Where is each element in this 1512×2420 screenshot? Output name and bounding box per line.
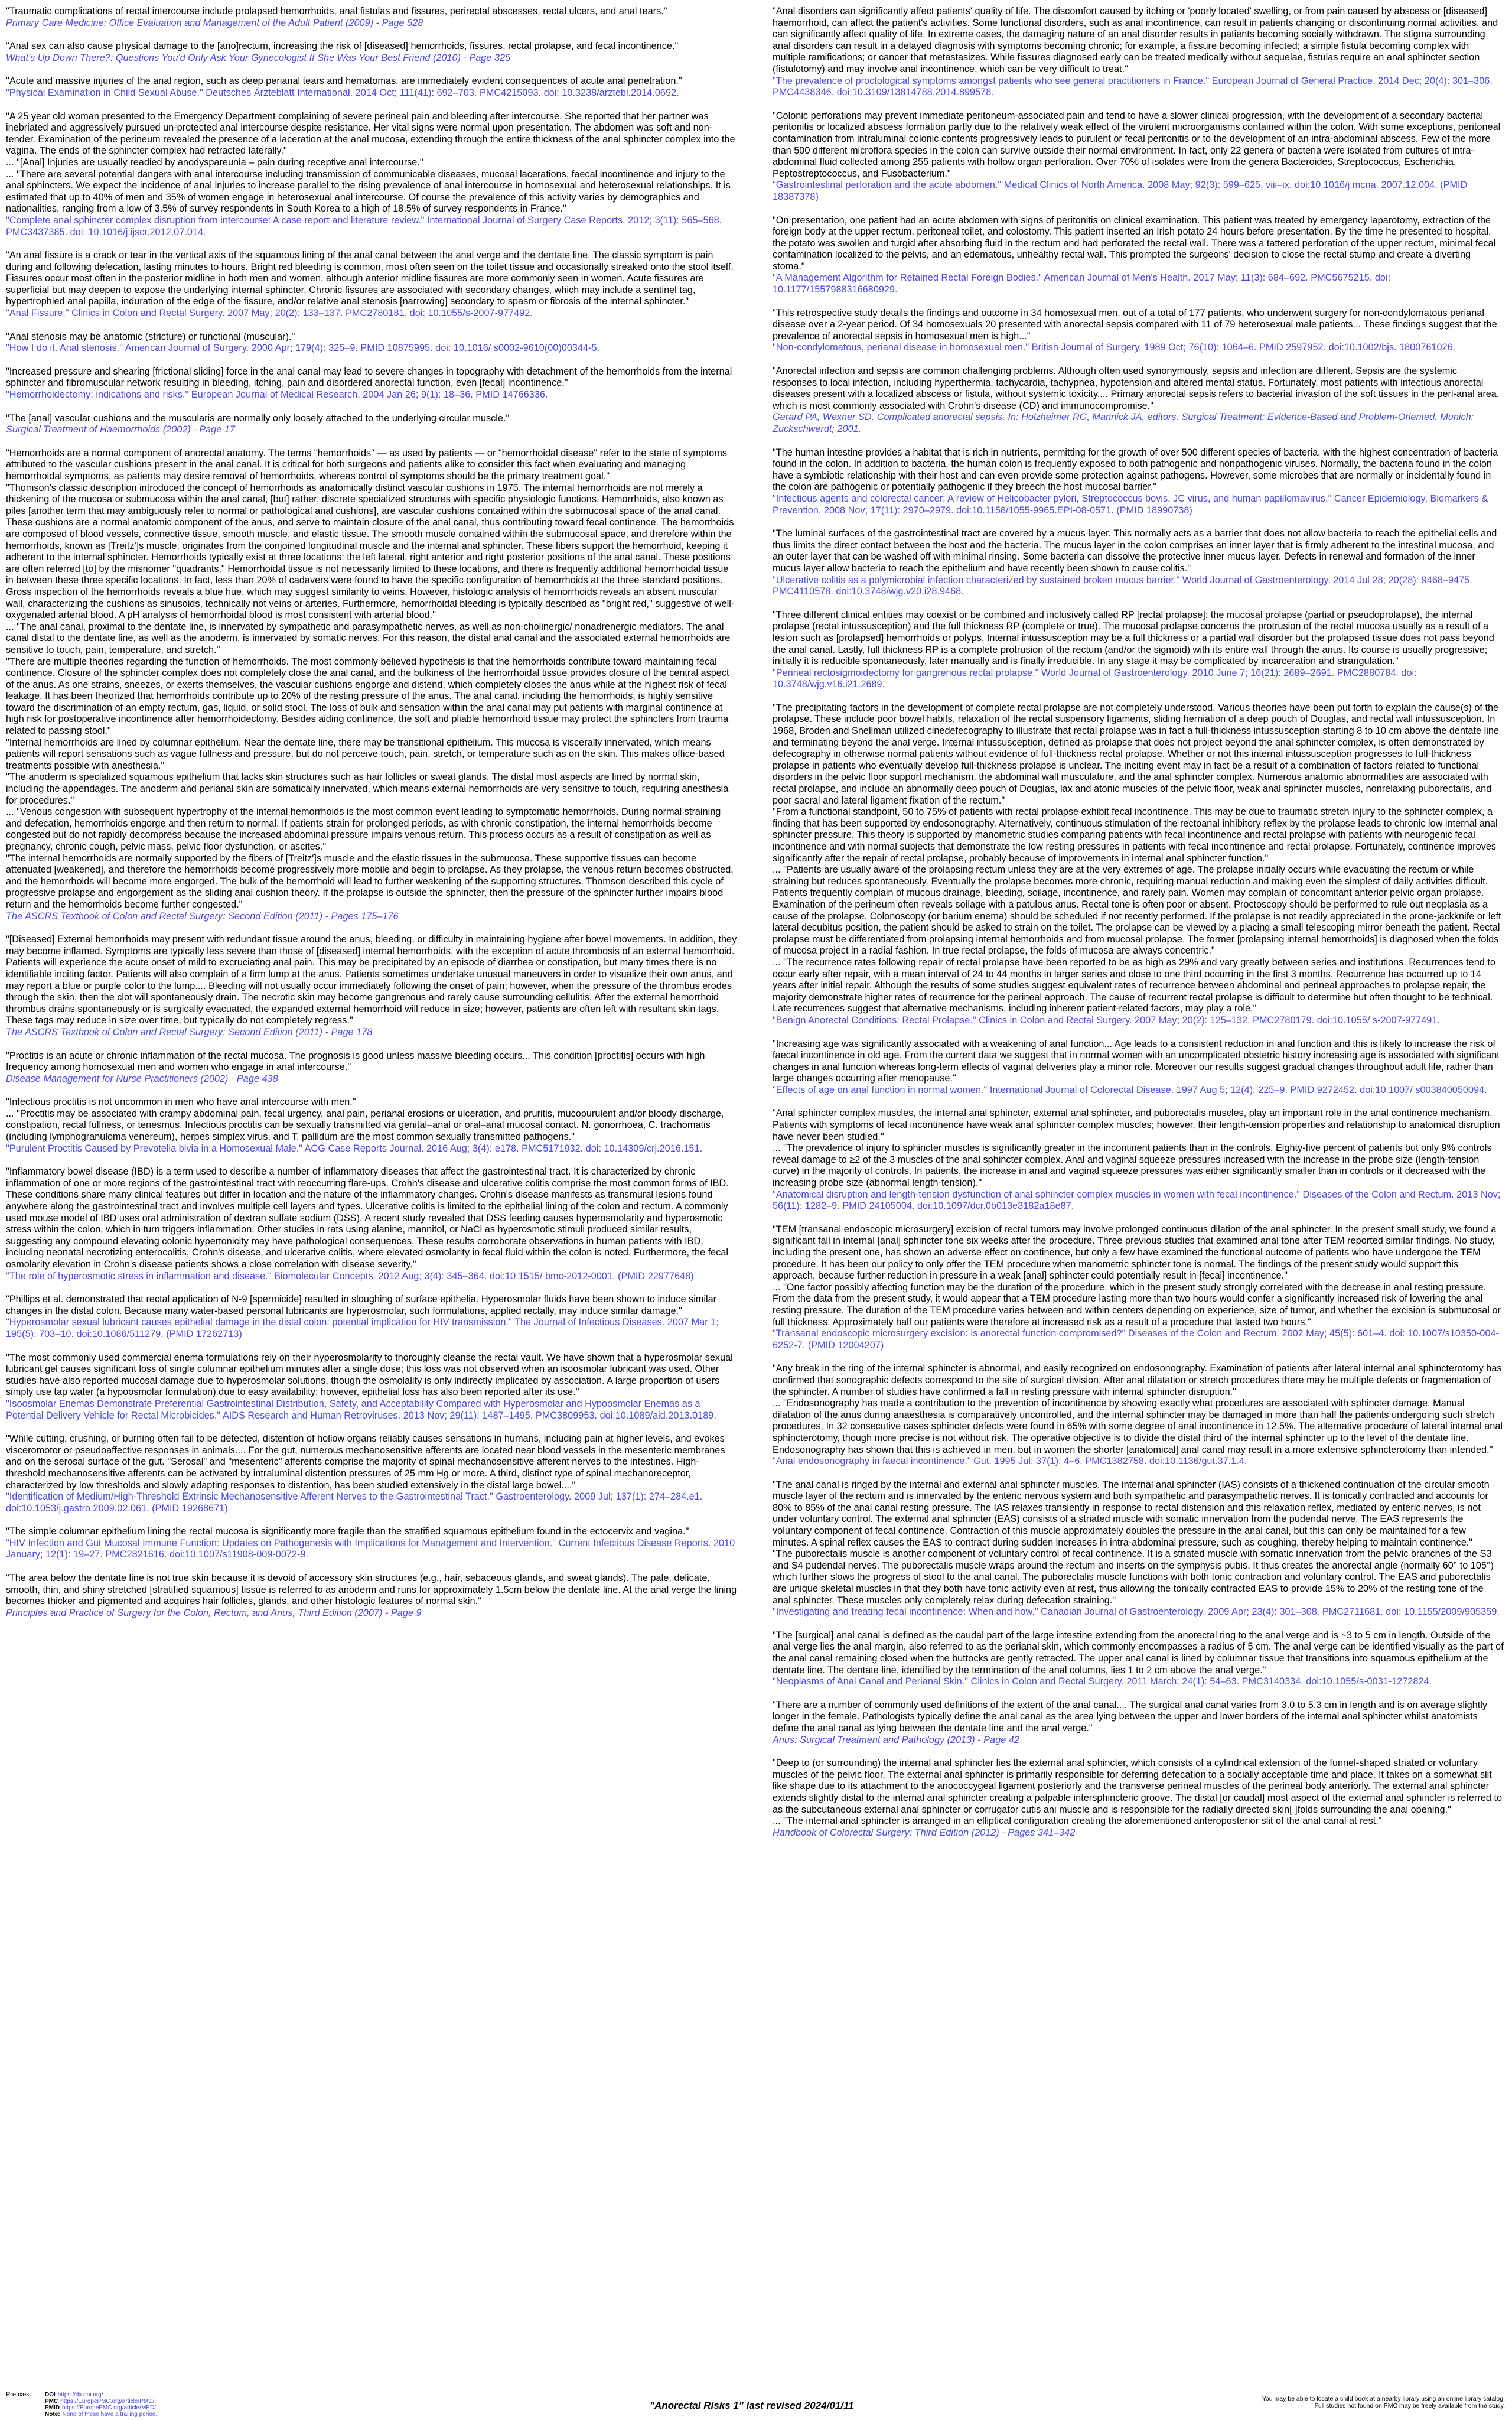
citation-link[interactable]: Gerard PA, Wexner SD. Complicated anorectal sepsis. In: Holzheimer RG, Mannick JA, editors. Surgical Treatment: Evidence-Based and Problem-Oriented. Munich: Zuckschwerdt; 2001. bbox=[773, 412, 1474, 434]
quote-text: "On presentation, one patient had an acute abdomen with signs of peritonitis on clinical examination. This patient was treated by emergency laparotomy, extraction of the foreign body at the upper rectum, peritoneal toilet, and colostomy. This patient inserted an Irish potato 24 hours before presentation. By the time he presented to hospital, the potato was swollen and turgid after absorbing fluid in the rectum and had perforated the rectal wall. There was a tattered perforation of the upper rectum, minimal fecal contamination localized to the pelvis, and an edematous, unhealthy rectal wall. This prompted the surgeons' decision to close the rectal stump and create a diverting stoma." bbox=[773, 214, 1498, 272]
citation-link[interactable]: "Effects of age on anal function in normal women." International Journal of Colorectal Disease. 1997 Aug 5; 12(4): 225–9. PMID 9272452. doi:10.1007/ s003840050094. bbox=[773, 1084, 1487, 1095]
citation-link[interactable]: "Investigating and treating fecal incontinence: When and how." Canadian Journal of Gastroenterology. 2009 Apr; 23(4): 301–308. PMC2711681. doi: 10.1155/2009/905359. bbox=[773, 1606, 1500, 1618]
quote-entry bbox=[773, 1700, 1504, 1746]
citation-link[interactable]: "A Management Algorithm for Retained Rectal Foreign Bodies." American Journal of Men's Health. 2017 May; 11(3): 684–692. PMC5675215. doi: 10.1177/1557988316680929. bbox=[773, 272, 1391, 295]
citation-link[interactable]: "Transanal endoscopic microsurgery excision: is anorectal function compromised?" Diseases of the Colon and Rectum. 2002 May; 45(5): 601–4. doi: 10.1007/s10350-004-6252-7. (PMID 12004207) bbox=[773, 1328, 1500, 1351]
quote-entry bbox=[6, 1050, 737, 1085]
prefixes-label: Prefixes: bbox=[6, 2391, 31, 2398]
citation-link[interactable]: "Isoosmolar Enemas Demonstrate Preferential Gastrointestinal Distribution, Safety, and Acceptability Compared with Hyperosmolar and Hypoosmolar Enemas as a Potential Delivery Vehicle for Rectal Microbicides." AIDS Research and Human Retroviruses. 2013 Nov; 29(11): 1487–1495. PMC3809953. doi:10.1089/aid.2013.0189. bbox=[6, 1398, 716, 1421]
quote-text: "Anorectal infection and sepsis are common challenging problems. Although often used synonymously, sepsis and infection are different. Sepsis are the systemic responses to local infection, including hyperthermia, tachycardia, tachypnea, hypotension and altered mental status. Fortunately, most patients with infectious anorectal diseases present with a localized abscess or fistula, without systemic toxicity.... Primary anorectal sepsis refers to bacterial invasion of the soft tissues in the peri-anal area, which is most commonly associated with Crohn's disease (CD) and immunocompromise." bbox=[773, 366, 1502, 411]
citation-link[interactable]: The ASCRS Textbook of Colon and Rectal Surgery: Second Edition (2011) - Pages 175–176 bbox=[6, 910, 399, 922]
quote-entry bbox=[6, 111, 737, 239]
quote-text: "TEM [transanal endoscopic microsurgery] excision of rectal tumors may involve prolonged continuous dilation of the anal sphincter. In the present small study, we found a significant fall in internal [anal] sphincter tone six weeks after the procedure. Three previous studies that examined anal tone after TEM reported similar findings. No study, including the present one, has shown an adverse effect on continence, but only a few have examined the functional outcome of patients who have undergone the TEM procedure. It has been our policy to only offer the TEM procedure when manometric sphincter tone is normal. The findings of the present study would support this approach, because further reduction in pressure in a weak [anal] sphincter could potentially result in [fecal] incontinence." ... "One factor possibly affecting function may be the duration of the procedure, which in the present study strongly correlated with the decrease in anal resting pressure. From the data from the present study, it would appear that a TEM procedure lasting more than two hours would confer a significantly increased risk of lowering the anal resting pressure. The duration of the TEM procedure varies between and within centers depending on experience, size of tumor, and whether the excision is submucosal or full thickness. Approximately half our patients were therefore at increased risk as a result of a procedure that lasted two hours." bbox=[773, 1224, 1501, 1328]
prefix-key: Note: bbox=[45, 2411, 60, 2418]
citation-link[interactable]: "Anal endosonography in faecal incontinence." Gut. 1995 Jul; 37(1): 4–6. PMC1382758. doi:10.1136/gut.37.1.4. bbox=[773, 1456, 1247, 1467]
quote-entry bbox=[773, 1758, 1504, 1839]
citation-link[interactable]: "The prevalence of proctological symptoms amongst patients who see general practitioners in France." European Journal of General Practice. 2014 Dec; 20(4): 301–306. PMC4438346. doi:10.3109/13814788.2014.899578. bbox=[773, 75, 1493, 98]
quote-entry bbox=[6, 366, 737, 401]
citation-link[interactable]: "Hyperosmolar sexual lubricant causes epithelial damage in the distal colon: potential implication for HIV transmission." The Journal of Infectious Diseases. 2007 Mar 1; 195(5): 703–10. doi:10.1086/511279. (PMID 17262713) bbox=[6, 1317, 719, 1339]
citation-link[interactable]: "Perineal rectosigmoidectomy for gangrenous rectal prolapse." World Journal of Gastroenterology. 2010 June 7; 16(21): 2689–2691. PMC2880784. doi: 10.3748/wjg.v16.i21.2689. bbox=[773, 667, 1417, 690]
prefix-row bbox=[45, 2398, 222, 2405]
prefix-key: PMC bbox=[45, 2398, 58, 2405]
citation-link[interactable]: The ASCRS Textbook of Colon and Rectal Surgery: Second Edition (2011) - Page 178 bbox=[6, 1026, 373, 1037]
quote-text: "The anal canal is ringed by the internal and external anal sphincter muscles. The internal anal sphincter (IAS) consists of a thickened continuation of the circular smooth muscle layer of the rectum and is innervated by the enteric nervous system and both sympathetic and parasympathetic nerves. It is tonically contracted and accounts for 80% to 85% of the anal canal resting pressure. The IAS relaxes transiently in response to rectal distension and this relaxation reflex, mediated by enteric nerves, is not under voluntary control. The external anal sphincter (EAS) consists of a striated muscle with somatic innervation from the pudendal nerve. The EAS represents the voluntary component of fecal continence. Contraction of this muscle approximately doubles the pressure in the anal canal, but this can only be maintained for a few minutes. A spinal reflex causes the EAS to contract during sudden increases in intra-abdominal pressure, such as coughing, thereby helping to maintain continence." "The puborectalis muscle is another component of voluntary control of fecal continence. It is a striated muscle with somatic innervation from the pelvic branches of the S3 and S4 pudendal nerves. The puborectalis muscle wraps around the rectum and inserts on the symphysis pubis. It thus creates the anorectal angle (normally 60° to 105°) which further slows the progress of stool to the anal canal. The puborectalis muscle functions with both tonic contraction and voluntary control. The EAS and puborectalis are unique skeletal muscles in that they both have tonic activity even at rest, thus allowing the tonically contracted EAS to provide 15% to 20% of the resting tone of the anal sphincter. These muscles only completely relax during defecation straining." bbox=[773, 1479, 1494, 1606]
quote-text: "Anal stenosis may be anatomic (stricture) or functional (muscular)." bbox=[6, 331, 295, 342]
quote-entry bbox=[6, 1097, 737, 1154]
quote-entry bbox=[6, 1166, 737, 1282]
quote-text: "Three different clinical entities may coexist or be combined and inclusively called RP [rectal prolapse]: the mucosal prolapse (partial or pseudoprolapse), the internal prolapse (rectal intussusception) and the full thickness RP (complete or true). The mucosal prolapse concerns the protrusion of the rectal mucosa usually as a result of a lesion such as [prolapsed] hemorrhoids or polyps. Internal intussusception may be a full thickness or a partial wall disorder but the prolapsed tissue does not pass beyond the anal canal. Lastly, full thickness RP is a complete protrusion of the rectum (and/or the sigmoid) with its entire wall through the anus. Its course is usually progressive; initially it is reducible spontaneously, later manually and is finally irreducible. In any stage it may be complicated by incarceration and strangulation." bbox=[773, 609, 1497, 667]
citation-link[interactable]: "Hemorrhoidectomy: indications and risks." European Journal of Medical Research. 2004 Jan 26; 9(1): 18–36. PMID 14766336. bbox=[6, 389, 548, 401]
quote-entry bbox=[773, 1108, 1504, 1212]
quote-text: "Anal disorders can significantly affect patients' quality of life. The discomfort caused by itching or 'poorly located' swelling, or from pain caused by abscess or [diseased] haemorrhoid, can affect the patient's activities. Some functional disorders, such as anal incontinence, can result in patients changing or discontinuing normal activities, and can significantly affect quality of life. In extreme cases, the damaging nature of an anal disorder results in patients becoming socially withdrawn. The stigma surrounding anal disorders can result in a delayed diagnosis with symptoms becoming chronic; for example, a fissure becoming infected; a simple fistula becoming complex with multiple ramifications; or cancer that metastasizes. While fissures diagnosed early can be treated medically without sequelae, fistulas require an anal sphincter section (fistulotomy) and may involve anal incontinence, which can be very difficult to treat." bbox=[773, 6, 1501, 74]
quote-entry bbox=[6, 1294, 737, 1340]
quote-text: "An anal fissure is a crack or tear in the vertical axis of the squamous lining of the anal canal between the anal verge and the dentate line. The classic symptom is pain during and following defecation, lasting minutes to hours. Bright red bleeding is common, most often seen on the toilet tissue and occasionally streaked onto the stool itself. Fissures occur most often in the posterior midline in both men and women, although anterior midline fissures are more commonly seen in women. Acute fissures are superficial but may deepen to expose the underlying internal sphincter. Chronic fissures are associated with secondary changes, which may include a sentinel tag, hypertrophied anal papilla, induration of the edge of the fissure, and/or relative anal stenosis [narrowing] secondary to spasm or fibrosis of the internal sphincter." bbox=[6, 250, 737, 307]
quote-text: "Any break in the ring of the internal sphincter is abnormal, and easily recognized on endosonography. Examination of patients after lateral internal anal sphincterotomy has confirmed that sonographic defects correspond to the site of surgical division. After anal dilatation or stretch procedures there may be multiple defects or fragmentation of the sphincter. A number of studies have confirmed a fall in resting pressure with internal sphincter disruption." ... "Endosonography has made a contribution to the prevention of incontinence by showing exactly what procedures are associated with sphincter damage. Manual dilatation of the anus during anaesthesia is comparatively uncontrolled, and the internal sphincter may be damaged in more than half the patients undergoing such stretch procedures. In 32 consecutive cases sphincter defects were found in 65% with some degree of anal incontinence in 12.5%. The alternative procedure of lateral internal anal sphincterotomy, though more precise is not without risk. The operative objective is to divide the distal third of the internal sphincter up to the level of the dentate line. Endosonography has shown that this is achieved in men, but in women the shorter [anatomical] anal canal may result in a more extensive sphincterotomy than intended." bbox=[773, 1363, 1503, 1455]
quote-entry bbox=[6, 1573, 737, 1619]
citation-link[interactable]: "Gastrointestinal perforation and the acute abdomen." Medical Clinics of North America. 2008 May; 92(3): 599–625, viii–ix. doi:10.1016/j.mcna. 2007.12.004. (PMID 18387378) bbox=[773, 180, 1468, 202]
quote-entry bbox=[773, 215, 1504, 296]
citation-link[interactable]: Surgical Treatment of Haemorrhoids (2002) - Page 17 bbox=[6, 424, 235, 435]
quote-text: "The luminal surfaces of the gastrointestinal tract are covered by a mucus layer. This normally acts as a barrier that does not allow bacteria to reach the epithelial cells and thus limits the direct contact between the host and the bacteria. The mucus layer in the colon comprises an inner layer that is firmly adherent to the intestinal mucosa, and an outer layer that can be washed off with minimal rinsing. Some bacteria can dissolve the protective inner mucus layer. Defects in renewal and formation of the inner mucus layer allow bacteria to reach the epithelium and have recently been shown to cause colitis." bbox=[773, 528, 1500, 574]
prefix-url[interactable]: https://dx.doi.org/ bbox=[57, 2392, 103, 2398]
citation-link[interactable]: "The role of hyperosmotic stress in inflammation and disease." Biomolecular Concepts. 2012 Aug; 3(4): 345–364. doi:10.1515/ bmc-2012-0001. (PMID 22977648) bbox=[6, 1270, 694, 1281]
quote-entry bbox=[773, 447, 1504, 517]
quote-text: "Phillips et al. demonstrated that rectal application of N-9 [spermicide] resulted in sloughing of surface epithelia. Hyperosmolar fluids have been shown to induce similar changes in the distal colon. Because many water-based personal lubricants are hyperosmolar, such formulations, applied rectally, may induce similar damage." bbox=[6, 1294, 719, 1316]
quote-entry bbox=[773, 110, 1504, 203]
citation-link[interactable]: "How I do it. Anal stenosis." American Journal of Surgery. 2000 Apr; 179(4): 325–9. PMID 10875995. doi: 10.1016/ s0002-9610(00)00344-5. bbox=[6, 343, 600, 354]
quote-entry bbox=[773, 6, 1504, 99]
right-column bbox=[773, 6, 1507, 1850]
citation-link[interactable]: "Identification of Medium/High-Threshold Extrinsic Mechanosensitive Afferent Nerves to the Gastrointestinal Tract." Gastroenterology. 2009 Jul; 137(1): 274–284.e1. doi:10.1053/j.gastro.2009.02.061. (PMID 19268671) bbox=[6, 1491, 703, 1514]
prefix-row bbox=[45, 2392, 222, 2398]
quote-entry bbox=[6, 934, 737, 1038]
quote-text: "The human intestine provides a habitat that is rich in nutrients, permitting for the growth of over 500 different species of bacteria, with the highest concentration of bacteria found in the colon. In addition to bacteria, the human colon is frequently exposed to both pathogenic and nonpathogenic viruses. Normally, the bacteria found in the colon have a symbiotic relationship with their host and can even provide some protection against pathogens. However, some microbes that are normally or incidentally found in the colon are pathogenic or potentially pathogenic if they breech the host mucosal barrier." bbox=[773, 447, 1501, 493]
quote-text: "There are a number of commonly used definitions of the extent of the anal canal.... The surgical anal canal varies from 3.0 to 5.3 cm in length and is on average slightly longer in the female. Pathologists typically define the anal canal as the area lying between the upper and lower borders of the internal anal sphincter whilst anatomists define the anal canal as lying between the dentate line and the anal verge." bbox=[773, 1699, 1490, 1733]
quote-text: "The simple columnar epithelium lining the rectal mucosa is significantly more fragile than the stratified squamous epithelium found in the ectocervix and vagina." bbox=[6, 1526, 689, 1537]
quote-entry bbox=[6, 1526, 737, 1561]
quote-text: "Increased pressure and shearing [frictional sliding] force in the anal canal may lead to severe changes in topography with detachment of the hemorrhoids from the internal sphincter and fibromuscular network resulting in bleeding, itching, pain and disordered anorectal function, even [fecal] incontinence." bbox=[6, 366, 735, 389]
quote-text: "A 25 year old woman presented to the Emergency Department complaining of severe perineal pain and bleeding after intercourse. She reported that her partner was inebriated and aggressively pursued un-protected anal intercourse despite resistance. Her vital signs were normal upon presentation. The abdomen was soft and non-tender. Examination of the perineum revealed the presence of a laceration at the anal mucosa, extending through the entire thickness of the anal sphincter complex into the vagina. The ends of the sphincter complex had retracted laterally." ... "[Anal] Injuries are usually readied by anodyspareunia – pain during receptive anal intercourse." ... "There are several potential dangers with anal intercourse including transmission of communicable diseases, mucosal lacerations, faecal incontinence and injury to the anal sphincters. We expect the incidence of anal injuries to increase parallel to the rising prevalence of anal intercourse in homosexual and heterosexual relationships. It is estimated that up to 40% of men and 35% of women engage in heterosexual anal intercourse. Of course the prevalence of this activity varies by demographics and nationalities, ranging from a low of 3.5% of survey respondents in South Korea to a high of 18.5% of survey respondents in France." bbox=[6, 110, 735, 214]
prefix-key: DOI bbox=[45, 2392, 56, 2398]
quote-entry bbox=[773, 702, 1504, 1027]
quote-text: "The area below the dentate line is not true skin because it is devoid of accessory skin structures (e.g., hair, sebaceous glands, and sweat glands). The pale, delicate, smooth, thin, and shiny stretched [stratified squamous] tissue is referred to as anoderm and runs for approximately 1.5cm below the dentate line. At the anal verge the lining becomes thicker and pigmented and acquires hair follicles, glands, and other histologic features of normal skin." bbox=[6, 1573, 739, 1607]
footer bbox=[0, 2392, 1512, 2420]
library-note bbox=[1198, 2395, 1505, 2409]
quote-text: "Traumatic complications of rectal intercourse include prolapsed hemorrhoids, anal fistulas and fissures, perirectal abscesses, rectal ulcers, and anal tears." bbox=[6, 6, 667, 17]
library-note-line: Full studies not found on PMC may be freely available from the study. bbox=[1314, 2402, 1505, 2409]
quote-text: "The most commonly used commercial enema formulations rely on their hyperosmolarity to thoroughly cleanse the rectal vault. We have shown that a hyperosmolar sexual lubricant gel causes significant loss of single columnar epithelium minutes after a single dose; this loss was not observed when an isoosmolar lubricant was used. Other studies have also reported mucosal damage due to hyperosmolar solutions, though the osmolality is only indirectly implicated by association. A large proportion of users simply use tap water (a hypoosmolar formulation) due to easy availability; however, epithelial loss has also been reported after its use." bbox=[6, 1352, 736, 1398]
quote-entry bbox=[773, 366, 1504, 435]
citation-link[interactable]: "Non-condylomatous, perianal disease in homosexual men." British Journal of Surgery. 1989 Oct; 76(10): 1064–6. PMID 2597952. doi:10.1002/bjs. 1800761026. bbox=[773, 342, 1456, 353]
quote-entry bbox=[6, 76, 737, 99]
citation-link[interactable]: Primary Care Medicine: Office Evaluation and Management of the Adult Patient (2009) - Page 528 bbox=[6, 17, 423, 28]
quote-entry bbox=[6, 1352, 737, 1422]
quote-text: "Inflammatory bowel disease (IBD) is a term used to describe a number of inflammatory diseases that affect the gastrointestinal tract. It is characterized by chronic inflammation of one or more regions of the gastrointestinal tract with reoccurring flare-ups. Crohn's disease and ulcerative colitis comprise the most common forms of IBD. These conditions share many clinical features but differ in location and the nature of the inflammatory changes. Crohn's disease manifests as transmural lesions found anywhere along the gastrointestinal tract and involves multiple cell layers and types. Ulcerative colitis is limited to the epithelial lining of the colon and rectum. A commonly used mouse model of IBD uses oral administration of dextran sulfate sodium (DSS). A recent study revealed that DSS feeding causes hyperosmolarity and hyperosmotic stress within the colon, which in turn triggers inflammation. Other studies in rats using alanine, mannitol, or NaCl as hyperosmotic stimuli produced similar results, suggesting any compound elevating colonic hypertonicity may have pathological consequences. These results corroborate observations in human patients with IBD, including neonatal necrotizing enterocolitis, Crohn's disease, and ulcerative colitis, where elevated osmolarity in fecal fluid within the colon is noted. Furthermore, the fecal osmolarity elevation in Crohn's disease patients shows a close correlation with disease severity." bbox=[6, 1166, 732, 1270]
citation-link[interactable]: Handbook of Colorectal Surgery: Third Edition (2012) - Pages 341–342 bbox=[773, 1827, 1076, 1838]
quote-text: "Anal sphincter complex muscles, the internal anal sphincter, external anal sphincter, and puborectalis muscles, play an important role in the anal continence mechanism. Patients with symptoms of fecal incontinence have weak anal sphincter complex muscles; however, their length-tension properties and relationship to anatomical disruption have never been studied." ... "The prevalence of injury to sphincter muscles is significantly greater in the incontinent patients than in the controls. Eighty-five percent of patients but only 9% controls reveal damage to ≥2 of the 3 muscles of the anal sphincter complex. Anal and vaginal squeeze pressures increased with the increase in the probe size (length-tension curve) in the majority of controls. In patients, the increase in anal and vaginal squeeze pressures was either significantly smaller than in controls or it decreased with the increasing probe size (abnormal length-tension)." bbox=[773, 1108, 1500, 1189]
quote-text: "Deep to (or surrounding) the internal anal sphincter lies the external anal sphincter, which consists of a cylindrical extension of the funnel-shaped striated or voluntary muscles of the pelvic floor. The external anal sphincter is primarily responsible for deferring defecation to a socially acceptable time and place. It takes on a somewhat slit like shape due to its attachment to the anococcygeal ligament posteriorly and the transverse perineal muscles of the perineal body anteriorly. The external anal sphincter extends slightly distal to the internal anal sphincter creating a palpable intersphincteric groove. The distal [or caudal] most aspect of the external anal sphincter is referred to as the subcutaneous external anal sphincter or corrugator cutis ani muscle and is responsible for the radially directed skin[ ]folds surrounding the anal opening." ... "The internal anal sphincter is arranged in an elliptical configuration creating the aforementioned anteroposterior slit of the anal canal at rest." bbox=[773, 1758, 1503, 1827]
quote-entry bbox=[6, 41, 737, 64]
left-column bbox=[6, 6, 737, 1631]
quote-text: "Acute and massive injuries of the anal region, such as deep perianal tears and hematomas, are immediately evident consequences of acute anal penetration." bbox=[6, 76, 682, 87]
citation-link[interactable]: "Infectious agents and colorectal cancer: A review of Helicobacter pylori, Streptococcus bovis, JC virus, and human papillomavirus." Cancer Epidemiology, Biomarkers & Prevention. 2008 Nov; 17(11): 2970–2979. doi:10.1158/1055-9965.EPI-08-0571. (PMID 18990738) bbox=[773, 493, 1488, 516]
quote-entry bbox=[6, 250, 737, 320]
quote-text: "Infectious proctitis is not uncommon in men who have anal intercourse with men." ... "Proctitis may be associated with crampy abdominal pain, fecal urgency, anal pain, perianal erosions or ulceration, and pruritis, mucopurulent and/or bloody discharge, constipation, rectal fullness, or tenesmus. Infectious proctitis can be sexually transmitted via genital–anal or oral–anal mucosal contact. N. gonorrhoea, C. trachomatis (including lymphogranuloma venereum), herpes simplex virus, and T. pallidum are the most common sexually transmitted pathogens." bbox=[6, 1097, 724, 1143]
citation-link[interactable]: "Neoplasms of Anal Canal and Perianal Skin." Clinics in Colon and Rectal Surgery. 2011 March; 24(1): 54–63. PMC3140334. doi:10.1055/s-0031-1272824. bbox=[773, 1676, 1432, 1687]
quote-entry bbox=[6, 448, 737, 922]
quote-text: "The precipitating factors in the development of complete rectal prolapse are not completely understood. Various theories have been put forth to explain the cause(s) of the prolapse. These include poor bowel habits, relaxation of the rectal suspensory ligaments, sliding herniation of a deep pouch of Douglas, and rectal wall intussusception. In 1968, Broden and Snellman utilized cinedefecography to illustrate that rectal prolapse was in fact a full-thickness intussusception starting 8 to 10 cm above the dentate line and terminating beyond the anal verge. Internal intussusception, defined as prolapse that does not project beyond the anal sphincter complex, is often demonstrated by defecography in otherwise normal patients without evidence of full-thickness rectal prolapse. Whether or not this internal intussusception progresses to full-thickness prolapse in patients who eventually develop full-thickness prolapse is unclear. The inciting event may in fact be a result of a combination of factors related to functional disorders in the pelvic floor support mechanism, the abdominal wall musculature, and the anal sphincter complex. Numerous anatomic abnormalities are associated with rectal prolapse, and include an abnormally deep pouch of Douglas, lax and atonic muscles of the pelvic floor, weak anal sphincter muscles, nonrelaxing puborectalis, and poor sacral and lateral ligament fixation of the rectum." "From a functional standpoint, 50 to 75% of patients with rectal prolapse exhibit fecal incontinence. This may be due to traumatic stretch injury to the sphincter complex, a finding that has been supported by endosonography. Alternatively, continuous stimulation of the rectoanal inhibitory reflex by the prolapse leads to chronic low internal anal sphincter pressure. This theory is supported by manometric studies comparing patients with fecal incontinence and rectal prolapse with patients with neurogenic fecal incontinence and with normal subjects that demonstrate the low resting pressures in patients with fecal incontinence and rectal prolapse. Fortunately, continence improves significantly after the repair of rectal prolapse, probably because of improvements in internal anal sphincter function." ... "Patients are usually aware of the prolapsing rectum unless they are at the very extremes of age. The prolapse initially occurs while evacuating the rectum or while straining but reduces spontaneously. Eventually the prolapse becomes more chronic, requiring manual reduction and making even the simplest of daily activities difficult. Patients frequently complain of mucous drainage, bleeding, soilage, incontinence, and rarely pain. Women may complain of concomitant anterior pelvic organ prolapse. Examination of the perineum often reveals soilage with a patulous anus. Rectal tone is often poor or absent. Proctoscopy should be performed to rule out neoplasia as a cause of the prolapse. Colonoscopy (or barium enema) should be scheduled if not recently performed. If the prolapse is not readily appreciated in the prone-jackknife or left lateral decubitus position, the patient should be asked to strain on the toilet. The prolapse can be viewed by a placing a small telescoping mirror beneath the patient. Rectal prolapse must be differentiated from prolapsing internal hemorrhoids and from mucosal prolapse. The former [prolapsing internal hemorrhoids] is diagnosed when the folds of mucosa project in a radial fashion. In true rectal prolapse, the folds of mucosa are always concentric." ... "The recurrence rates following repair of rectal prolapse have been reported to be as high as 29% and vary greatly between series and institutions. Recurrences tend to occur early after repair, with a mean interval of 24 to 44 months in larger series and close to one third occurring in the first 3 months. Recurrence has occurred up to 14 years after initial repair. Although the results of some studies suggest equivalent rates of recurrence between abdominal and perineal approaches to prolapse repair, the majority demonstrate higher rates of recurrence for the perineal approach. The cause of recurrent rectal prolapse is difficult to determine but often thought to be technical. Late recurrences suggest that alternative mechanisms, including inherent patient-related factors, may play a role." bbox=[773, 702, 1501, 1014]
citation-link[interactable]: Principles and Practice of Surgery for the Colon, Rectum, and Anus, Third Edition (2007) - Page 9 bbox=[6, 1607, 422, 1618]
citation-link[interactable]: "Purulent Proctitis Caused by Prevotella bivia in a Homosexual Male." ACG Case Reports Journal. 2016 Aug; 3(4): e178. PMC5171932. doi: 10.14309/crj.2016.151. bbox=[6, 1143, 703, 1154]
citation-link[interactable]: Disease Management for Nurse Practitioners (2002) - Page 438 bbox=[6, 1073, 278, 1084]
quote-text: "This retrospective study details the findings and outcome in 34 homosexual men, out of a total of 177 patients, who underwent surgery for non-condylomatous perianal disease over a 2-year period. Of 34 homosexuals 20 presented with anorectal sepsis compared with 11 of 79 heterosexual male patients... These findings suggest that the prevalence of anorectal sepsis in homosexual men is high..." bbox=[773, 307, 1500, 341]
citation-link[interactable]: "Benign Anorectal Conditions: Rectal Prolapse." Clinics in Colon and Rectal Surgery. 2007 May; 20(2): 125–132. PMC2780179. doi:10.1055/ s-2007-977491. bbox=[773, 1014, 1440, 1026]
quote-text: "Anal sex can also cause physical damage to the [ano]rectum, increasing the risk of [diseased] hemorrhoids, fissures, rectal prolapse, and fecal incontinence." bbox=[6, 41, 679, 52]
prefix-list bbox=[45, 2392, 222, 2418]
citation-link[interactable]: "HIV Infection and Gut Mucosal Immune Function: Updates on Pathogenesis with Implications for Management and Intervention." Current Infectious Disease Reports. 2010 January; 12(1): 19–27. PMC2821616. doi:10.1007/s11908-009-0072-9. bbox=[6, 1537, 735, 1560]
prefix-key: PMID bbox=[45, 2405, 60, 2411]
quote-text: "Colonic perforations may prevent immediate peritoneum-associated pain and tend to have a slower clinical progression, with the development of a secondary bacterial peritonitis or localized abscess formation partly due to the relatively weak effect of the virulent microorganisms contained within the colon. With some exceptions, peritoneal contamination from intraluminal colonic contents progressively leads to purulent or fecal peritonitis or to the development of an intra-abdominal abscess. Few of the more than 500 different microflora species in the colon can survive outside their normal environment. In fact, only 22 genera of bacteria were isolated from cultures of intra-abdominal fluid collected among 255 patients with hollow organ perforation. Over 70% of isolates were from the genera Bacteroides, Streptococcus, Escherichia, Peptostreptococcus, and Fusobacterium." bbox=[773, 110, 1503, 179]
prefix-row bbox=[45, 2411, 222, 2418]
citation-link[interactable]: "Anal Fissure." Clinics in Colon and Rectal Surgery. 2007 May; 20(2): 133–137. PMC2780181. doi: 10.1055/s-2007-977492. bbox=[6, 308, 533, 319]
quote-text: "[Diseased] External hemorrhoids may present with redundant tissue around the anus, bleeding, or difficulty in maintaining hygiene after bowel movements. In addition, they may become inflamed. Symptoms are typically less severe than those of [diseased] internal hemorrhoids, with the exception of acute thrombosis of an external hemorrhoid. Patients will experience the acute onset of mild to excruciating anal pain. This may be precipitated by an episode of diarrhea or constipation, but many times there is no identifiable inciting factor. Patients will also complain of a firm lump at the anus. Patients sometimes undertake unusual maneuvers in order to visualize their own anus, and may report a blue or purple color to the lump.... Bleeding will not usually occur immediately following the onset of pain; however, when the pressure of the thrombus erodes through the skin, then the clot will spontaneously drain. The necrotic skin may become gangrenous and rarely cause surrounding cellulitis. After the external hemorrhoid thrombus drains spontaneously or is surgically evacuated, the expanded external hemorrhoid will reduce in size; however, patients are often left with resultant skin tags. These tags may reduce in size over time, but typically do not completely regress." bbox=[6, 934, 739, 1026]
quote-entry bbox=[6, 331, 737, 354]
quote-text: "Hemorrhoids are a normal component of anorectal anatomy. The terms "hemorrhoids" — as used by patients — or "hemorrhoidal disease" refer to the state of symptoms attributed to the vascular cushions present in the anal canal. It is critical for both surgeons and patients alike to consider this fact when evaluating and managing hemorrhoidal symptoms, as patients may desire removal of hemorrhoids, whereas control of symptoms should be the primary treatment goal." "Thomson's classic description introduced the concept of hemorrhoids as anatomically distinct vascular cushions in 1975. The internal hemorrhoids are not merely a thickening of the mucosa or submucosa within the anal canal, [but] rather, discrete specialized structures with specific physiologic functions. Hemorrhoids, also known as piles [another term that may ambiguously refer to normal or pathological anal cushions], are vascular cushions contained within the submucosal space of the anal canal. These cushions are a normal anatomic component of the anus, and serve to maintain closure of the anal canal, thus contributing toward fecal continence. The hemorrhoids are composed of blood vessels, connective tissue, smooth muscle, and elastic tissue. The smooth muscle contained within the submucosal space, and therefore within the hemorrhoids, known as [Treitz']s muscle, originates from the conjoined longitudinal muscle and the internal anal sphincter. These fibers support the hemorrhoid, keeping it adherent to the internal sphincter. Hemorrhoids typically exist at three locations: the left lateral, right anterior and right posterior positions of the anal canal. These positions are often referred [to] by the misnomer "quadrants." Hemorrhoidal tissue is not necessarily limited to these locations, and there is frequently additional hemorrhoidal tissue in between these three specific locations. In fact, less than 20% of cadavers were found to have the specific configuration of hemorrhoids at the three standard positions. Gross inspection of the hemorrhoids reveals a blue hue, which may suggest similarity to veins. However, histologic analysis of hemorrhoids reveals an absent muscular wall, characterizing the cushions as sinusoids, technically not veins or arteries. Furthermore, hemorrhoidal bleeding is typically described as "bright red," suggestive of well-oxygenated arterial blood. A pH analysis of hemorrhoidal blood is most consistent with arterial blood." ... "The anal canal, proximal to the dentate line, is innervated by sympathetic and parasympathetic nerves, as well as non-cholinergic/ nonadrenergic mediators. The anal canal distal to the dentate line, as well as the anoderm, is innervated by somatic nerves. For this reason, the distal anal canal and the associated external hemorrhoids are sensitive to touch, pain, temperature, and stretch." "There are multiple theories regarding the function of hemorrhoids. The most commonly believed hypothesis is that the hemorrhoids contribute toward maintaining fecal continence. Closure of the sphincter complex does not completely close the anal canal, and the bulkiness of the hemorrhoidal tissue provides closure of the central aspect of the anus. As one strains, sneezes, or exerts themselves, the vascular cushions engorge and distend, which completely closes the anus while at the highest risk of fecal leakage. It has been theorized that hemorrhoids contribute up to 20% of the resting pressure of the anus. The anal canal, including the hemorrhoids, is highly sensitive toward the discrimination of an empty rectum, gas, liquid, or solid stool. The loss of bulk and sensation within the anal canal may put patients with marginal continence at high risk for postoperative incontinence after hemorrhoidectomy. Besides aiding continence, the soft and pliable hemorrhoid tissue may protect the sphincters from trauma related to passing stool." "Internal hemorrhoids are lined by columnar epithelium. Near the dentate line, there may be transitional epithelium. This mucosa is viscerally innervated, which means patients will report sensations such as vague fullness and pressure, but do not perceive touch, pain, stretch, or temperature such as on the skin. This makes office-based treatments possible with anesthesia." "The anoderm is specialized squamous epithelium that lacks skin structures such as hair follicles or sweat glands. The distal most aspects are lined by normal skin, including the appendages. The anoderm and perianal skin are somatically innervated, which means external hemorrhoids are very sensitive to touch, requiring anesthesia for procedures." ... "Venous congestion with subsequent hypertrophy of the internal hemorrhoids is the most common event leading to symptomatic hemorrhoids. During normal straining and defecation, hemorrhoids engorge and then return to normal. If patients strain for prolonged periods, as with chronic constipation, the internal hemorrhoids become congested but do not rapidly decompress because the increased abdominal pressure impairs venous return. This process occurs as a result of constipation as well as pregnancy, chronic cough, pelvic mass, pelvic floor dysfunction, or ascites." "The internal hemorrhoids are normally supported by the fibers of [Treitz']s muscle and the elastic tissues in the submucosa. These supportive tissues can become attenuated [weakened], and therefore the hemorrhoids become progressively more mobile and begin to prolapse. As they prolapse, the venous return becomes obstructed, and the hemorrhoids will become more engorged. The bulk of the hemorrhoid will lead to further weakening of the supporting structures. Thomson described this cycle of progressive prolapse and engorgement as the sliding anal cushion theory. If the prolapse is outside the sphincter, then the pressure of the sphincter further impairs blood return and the hemorrhoids become further congested." bbox=[6, 447, 735, 910]
quote-entry bbox=[773, 1629, 1507, 1688]
quote-text: "While cutting, crushing, or burning often fail to be detected, distention of hollow organs reliably causes sensations in humans, including pain at higher levels, and evokes visceromotor or pseudoaffective responses in animals.... For the gut, numerous mechanosensitive afferents are located near blood vessels in the mesenteric membranes and on the serosal surface of the gut. "Serosal" and "mesenteric" afferents comprise the majority of spinal mechanosensitive afferent nerves to the intestines. High-threshold mechanosensitive afferents can be activated by intraluminal distention pressures of 25 mm Hg or more. A third, distinct type of spinal mechanoreceptor, characterized by low thresholds and slowly adapting responses to distention, has been studied extensively in the distal large bowel...." bbox=[6, 1433, 728, 1491]
quote-entry bbox=[773, 1224, 1504, 1352]
quote-entry bbox=[773, 528, 1504, 598]
quote-entry bbox=[6, 1433, 737, 1514]
citation-link[interactable]: Anus: Surgical Treatment and Pathology (2013) - Page 42 bbox=[773, 1734, 1019, 1745]
prefix-url[interactable]: https://EuropePMC.org/article/PMC/ bbox=[60, 2398, 155, 2405]
quote-text: "The [anal] vascular cushions and the muscularis are normally only loosely attached to the underlying circular muscle." bbox=[6, 412, 510, 424]
quote-text: "The [surgical] anal canal is defined as the caudal part of the large intestine extending from the anorectal ring to the anal verge and is ~3 to 5 cm in length. Outside of the anal verge lies the anal margin, also referred to as the perianal skin, which commonly encompasses a radius of 5 cm. The anal verge can be identified visually as the part of the anal canal remaining closed when the buttocks are gently retracted. The upper anal canal is lined by columnar tissue that transitions into squamous epithelium at the dentate line. The dentate line, identified by the termination of the anal columns, lies 1 to 2 cm above the anal verge." bbox=[773, 1629, 1507, 1676]
quote-text: "Increasing age was significantly associated with a weakening of anal function... Age leads to a consistent reduction in anal function and this is likely to increase the risk of faecal incontinence in old age. From the current data we suggest that in normal women with an uncomplicated obstetric history increasing age is associated with significant changes in anal function whereas long-term effects of vaginal deliveries play a minor role. Moreover our results suggest gradual changes throughout adult life, rather than large changes occurring after menopause." bbox=[773, 1038, 1503, 1084]
citation-link[interactable]: "Physical Examination in Child Sexual Abuse." Deutsches Ärzteblatt International. 2014 Oct; 111(41): 692–703. PMC4215093. doi: 10.3238/arztebl.2014.0692. bbox=[6, 87, 679, 98]
prefix-url[interactable]: https://EuropePMC.org/article/MED/ bbox=[62, 2405, 156, 2411]
quote-entry bbox=[6, 6, 737, 29]
quote-entry bbox=[773, 1479, 1504, 1618]
citation-link[interactable]: "Anatomical disruption and length-tension dysfunction of anal sphincter complex muscles in women with fecal incontinence." Diseases of the Colon and Rectum. 2013 Nov; 56(11): 1282–9. PMID 24105004. doi:10.1097/dcr.0b013e3182a18e87. bbox=[773, 1189, 1501, 1212]
library-note-line: You may be able to locate a child book at a nearby library using an online library catalog. bbox=[1262, 2395, 1505, 2402]
quote-entry bbox=[6, 413, 737, 436]
document-title: "Anorectal Risks 1" last revised 2024/01/11 bbox=[650, 2400, 854, 2411]
citation-link[interactable]: "Ulcerative colitis as a polymicrobial infection characterized by sustained broken mucus barrier." World Journal of Gastroenterology. 2014 Jul 28; 20(28): 9468–9475. PMC4110578. doi:10.3748/wjg.v20.i28.9468. bbox=[773, 574, 1472, 597]
prefix-url: None of these have a trailing period. bbox=[62, 2411, 158, 2418]
citation-link[interactable]: What's Up Down There?: Questions You'd Only Ask Your Gynecologist If She Was Your Best Friend (2010) - Page 325 bbox=[6, 52, 511, 63]
prefix-row bbox=[45, 2405, 222, 2411]
quote-entry bbox=[773, 610, 1504, 691]
quote-entry bbox=[773, 1039, 1504, 1097]
quote-entry bbox=[773, 308, 1504, 354]
citation-link[interactable]: "Complete anal sphincter complex disruption from intercourse: A case report and literature review." International Journal of Surgery Case Reports. 2012; 3(11): 565–568. PMC3437385. doi: 10.1016/j.ijscr.2012.07.014. bbox=[6, 214, 722, 238]
quote-text: "Proctitis is an acute or chronic inflammation of the rectal mucosa. The prognosis is good unless massive bleeding occurs... This condition [proctitis] occurs with high frequency among homosexual men and women who engage in anal intercourse." bbox=[6, 1050, 708, 1073]
quote-entry bbox=[773, 1363, 1504, 1467]
